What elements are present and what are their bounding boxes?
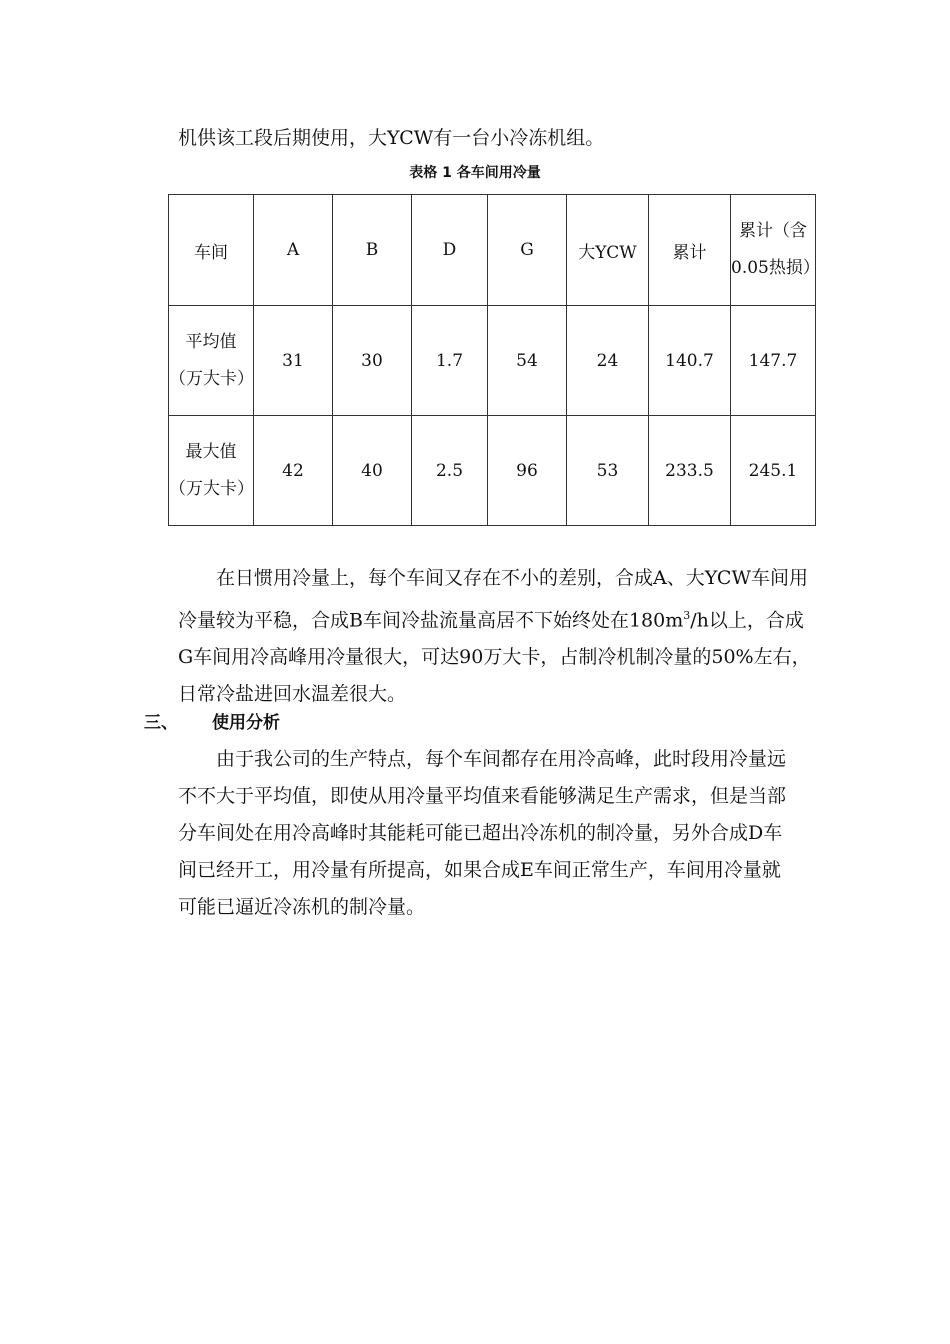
header-b: B <box>333 195 412 306</box>
row-label-average: 平均值（万大卡） <box>169 306 254 416</box>
header-total: 累计 <box>649 195 731 306</box>
paragraph1-line: 日常冷盐进回水温差很大。 <box>178 683 407 706</box>
top-text-line: 机供该工段后期使用，大YCW有一台小冷冻机组。 <box>178 127 605 149</box>
row-label-maximum: 最大值（万大卡） <box>169 416 254 526</box>
cell-average-a: 31 <box>254 306 333 416</box>
cell-maximum-a: 42 <box>254 416 333 526</box>
section-number: 三、 <box>144 713 178 733</box>
paragraph1-line: 在日惯用冷量上，每个车间又存在不小的差别，合成A、大YCW车间用 <box>216 567 808 589</box>
paragraph2-line: 可能已逼近冷冻机的制冷量。 <box>178 896 426 918</box>
cell-maximum-total: 233.5 <box>649 416 731 526</box>
paragraph1-line <box>178 597 818 639</box>
superscript-3: 3 <box>683 609 691 622</box>
table-row-average <box>169 306 816 416</box>
table-row-maximum <box>169 416 816 526</box>
paragraph2-line: 间已经开工，用冷量有所提高，如果合成E车间正常生产，车间用冷量就 <box>178 859 781 881</box>
table-caption: 表格 1 各车间用冷量 <box>409 165 541 181</box>
header-ycw: 大YCW <box>567 195 649 306</box>
paragraph2-line: 由于我公司的生产特点，每个车间都存在用冷高峰，此时段用冷量远 <box>216 748 787 770</box>
cell-average-ycw: 24 <box>567 306 649 416</box>
cell-maximum-g: 96 <box>488 416 567 526</box>
cell-maximum-total-loss: 245.1 <box>731 416 816 526</box>
cell-average-d: 1.7 <box>412 306 488 416</box>
cell-average-total: 140.7 <box>649 306 731 416</box>
cell-maximum-b: 40 <box>333 416 412 526</box>
paragraph1-line: G车间用冷高峰用冷量很大，可达90万大卡，占制冷机制冷量的50%左右， <box>178 646 811 669</box>
cell-average-total-loss: 147.7 <box>731 306 816 416</box>
header-a: A <box>254 195 333 306</box>
section-title: 使用分析 <box>212 713 280 733</box>
paragraph1-line2-text: 冷量较为平稳，合成B车间冷盐流量高居不下始终处在180m <box>178 609 684 632</box>
cooling-load-table <box>168 194 820 526</box>
header-total-with-loss: 累计（含0.05热损） <box>731 195 816 306</box>
header-d: D <box>412 195 488 306</box>
header-g: G <box>488 195 567 306</box>
paragraph2-line: 不不大于平均值，即使从用冷量平均值来看能够满足生产需求，但是当部 <box>178 785 787 807</box>
cell-maximum-d: 2.5 <box>412 416 488 526</box>
cell-maximum-ycw: 53 <box>567 416 649 526</box>
header-workshop: 车间 <box>169 195 254 306</box>
cell-average-g: 54 <box>488 306 567 416</box>
paragraph1-line2-unit: /h以上，合成 <box>690 609 804 632</box>
paragraph-usage-analysis <box>178 741 818 926</box>
paragraph-daily-usage <box>178 560 818 713</box>
cell-average-b: 30 <box>333 306 412 416</box>
table-header-row <box>169 195 816 306</box>
paragraph2-line: 分车间处在用冷高峰时其能耗可能已超出冷冻机的制冷量，另外合成D车 <box>178 822 783 844</box>
